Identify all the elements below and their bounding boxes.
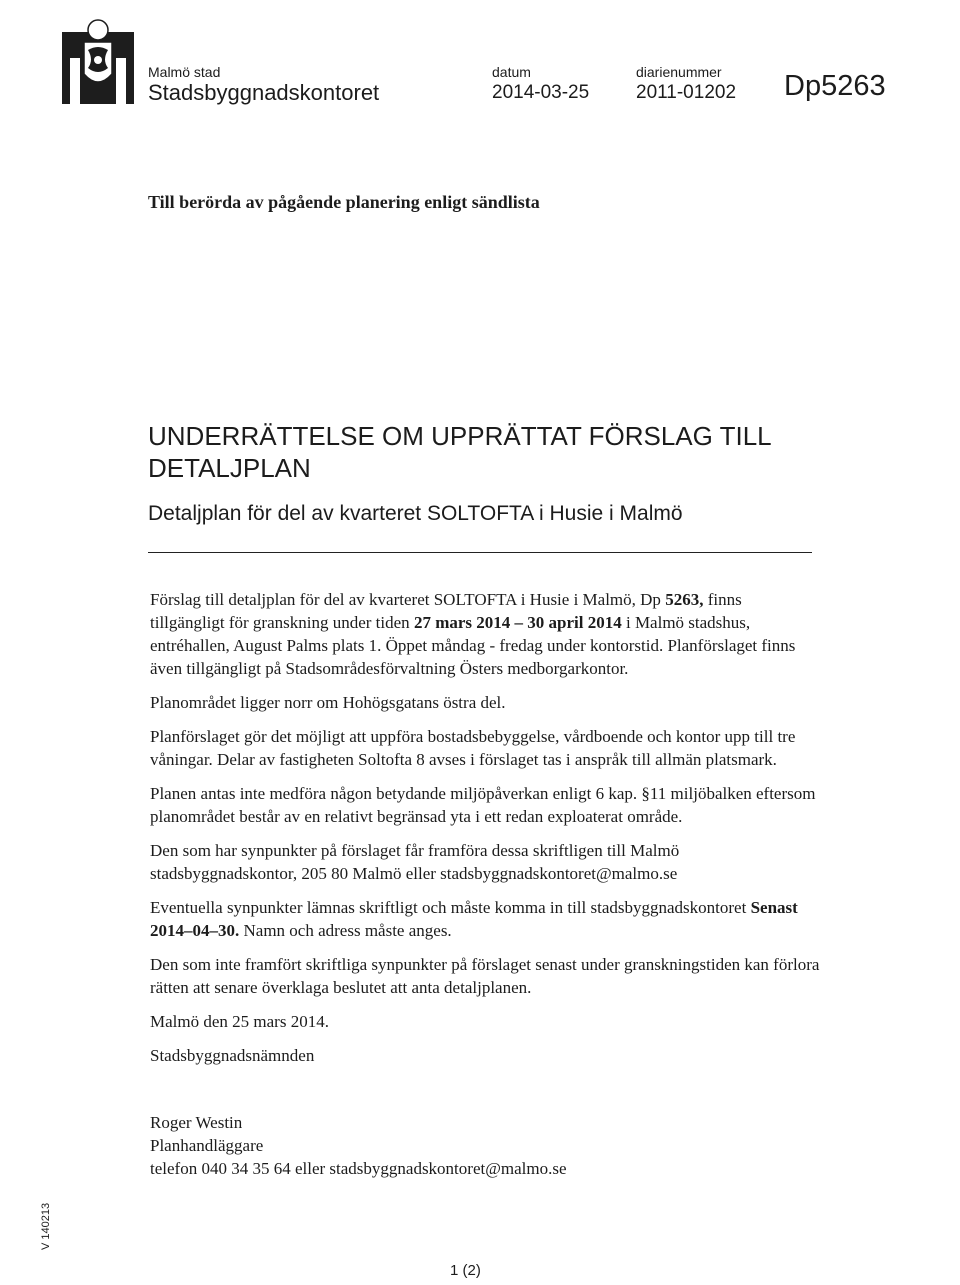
paragraph-location: Planområdet ligger norr om Hohögsgatans östra del. (150, 693, 506, 712)
plan-id: Dp5263 (784, 70, 886, 102)
org-name: Stadsbyggnadskontoret (148, 80, 380, 105)
signatory-name: Roger Westin (150, 1113, 243, 1132)
paragraph-purpose: Planförslaget gör det möjligt att uppföra bostadsbebyggelse, vårdboende och kontor upp till tre våningar. Delar av fastigheten Soltofta 8 avses i förslaget tas i anspråk till allmän platsmark. (150, 727, 796, 769)
paragraph-environment: Planen antas inte medföra någon betydande miljöpåverkan enligt 6 kap. §11 miljöbalken eftersom planområdet består av en relativt begränsad yta i ett redan exploaterat område. (150, 784, 816, 826)
malmo-stad-logo (62, 18, 134, 104)
document-subtitle: Detaljplan för del av kvarteret SOLTOFTA i Husie i Malmö (148, 502, 683, 525)
paragraph-notice: Förslag till detaljplan för del av kvarteret SOLTOFTA i Husie i Malmö, Dp 5263, finns tillgängligt för granskning under tiden 27 mars 2014 – 30 april 2014 i Malmö stadshus, entréhallen, August Palms plats 1. Öppet måndag - fredag under kontorstid. Planförslaget finns även tillgängligt på Stadsområdesförvaltning Östers medborgarkontor. (150, 590, 796, 678)
date-label: datum (492, 64, 531, 80)
diary-number-value: 2011-01202 (636, 82, 737, 103)
signatory-contact: telefon 040 34 35 64 eller stadsbyggnadskontoret@malmo.se (150, 1159, 567, 1178)
org-name-small: Malmö stad (148, 64, 221, 80)
paragraph-appeal: Den som inte framfört skriftliga synpunkter på förslaget senast under granskningstiden kan förlora rätten att senare överklaga beslutet att anta detaljplanen. (150, 955, 820, 997)
diary-number-label: diarienummer (636, 64, 722, 80)
document-title: UNDERRÄTTELSE OM UPPRÄTTAT FÖRSLAG TILL DETALJPLAN (148, 421, 771, 483)
page-number: 1 (2) (450, 1262, 481, 1279)
board-name: Stadsbyggnadsnämnden (150, 1046, 315, 1065)
signature-block (150, 1111, 820, 1180)
form-code: V 140213 (40, 1202, 52, 1250)
title-divider (148, 552, 812, 553)
paragraph-deadline: Eventuella synpunkter lämnas skriftligt och måste komma in till stadsbyggnadskontoret Senast 2014–04–30. Namn och adress måste anges. (150, 898, 798, 940)
letter-body (150, 588, 820, 1180)
recipients-line: Till berörda av pågående planering enligt sändlista (148, 192, 540, 212)
date-value: 2014-03-25 (492, 82, 590, 103)
place-and-date: Malmö den 25 mars 2014. (150, 1012, 329, 1031)
signatory-role: Planhandläggare (150, 1136, 264, 1155)
paragraph-comments: Den som har synpunkter på förslaget får framföra dessa skriftligen till Malmö stadsbyggnadskontor, 205 80 Malmö eller stadsbyggnadskontoret@malmo.se (150, 841, 680, 883)
